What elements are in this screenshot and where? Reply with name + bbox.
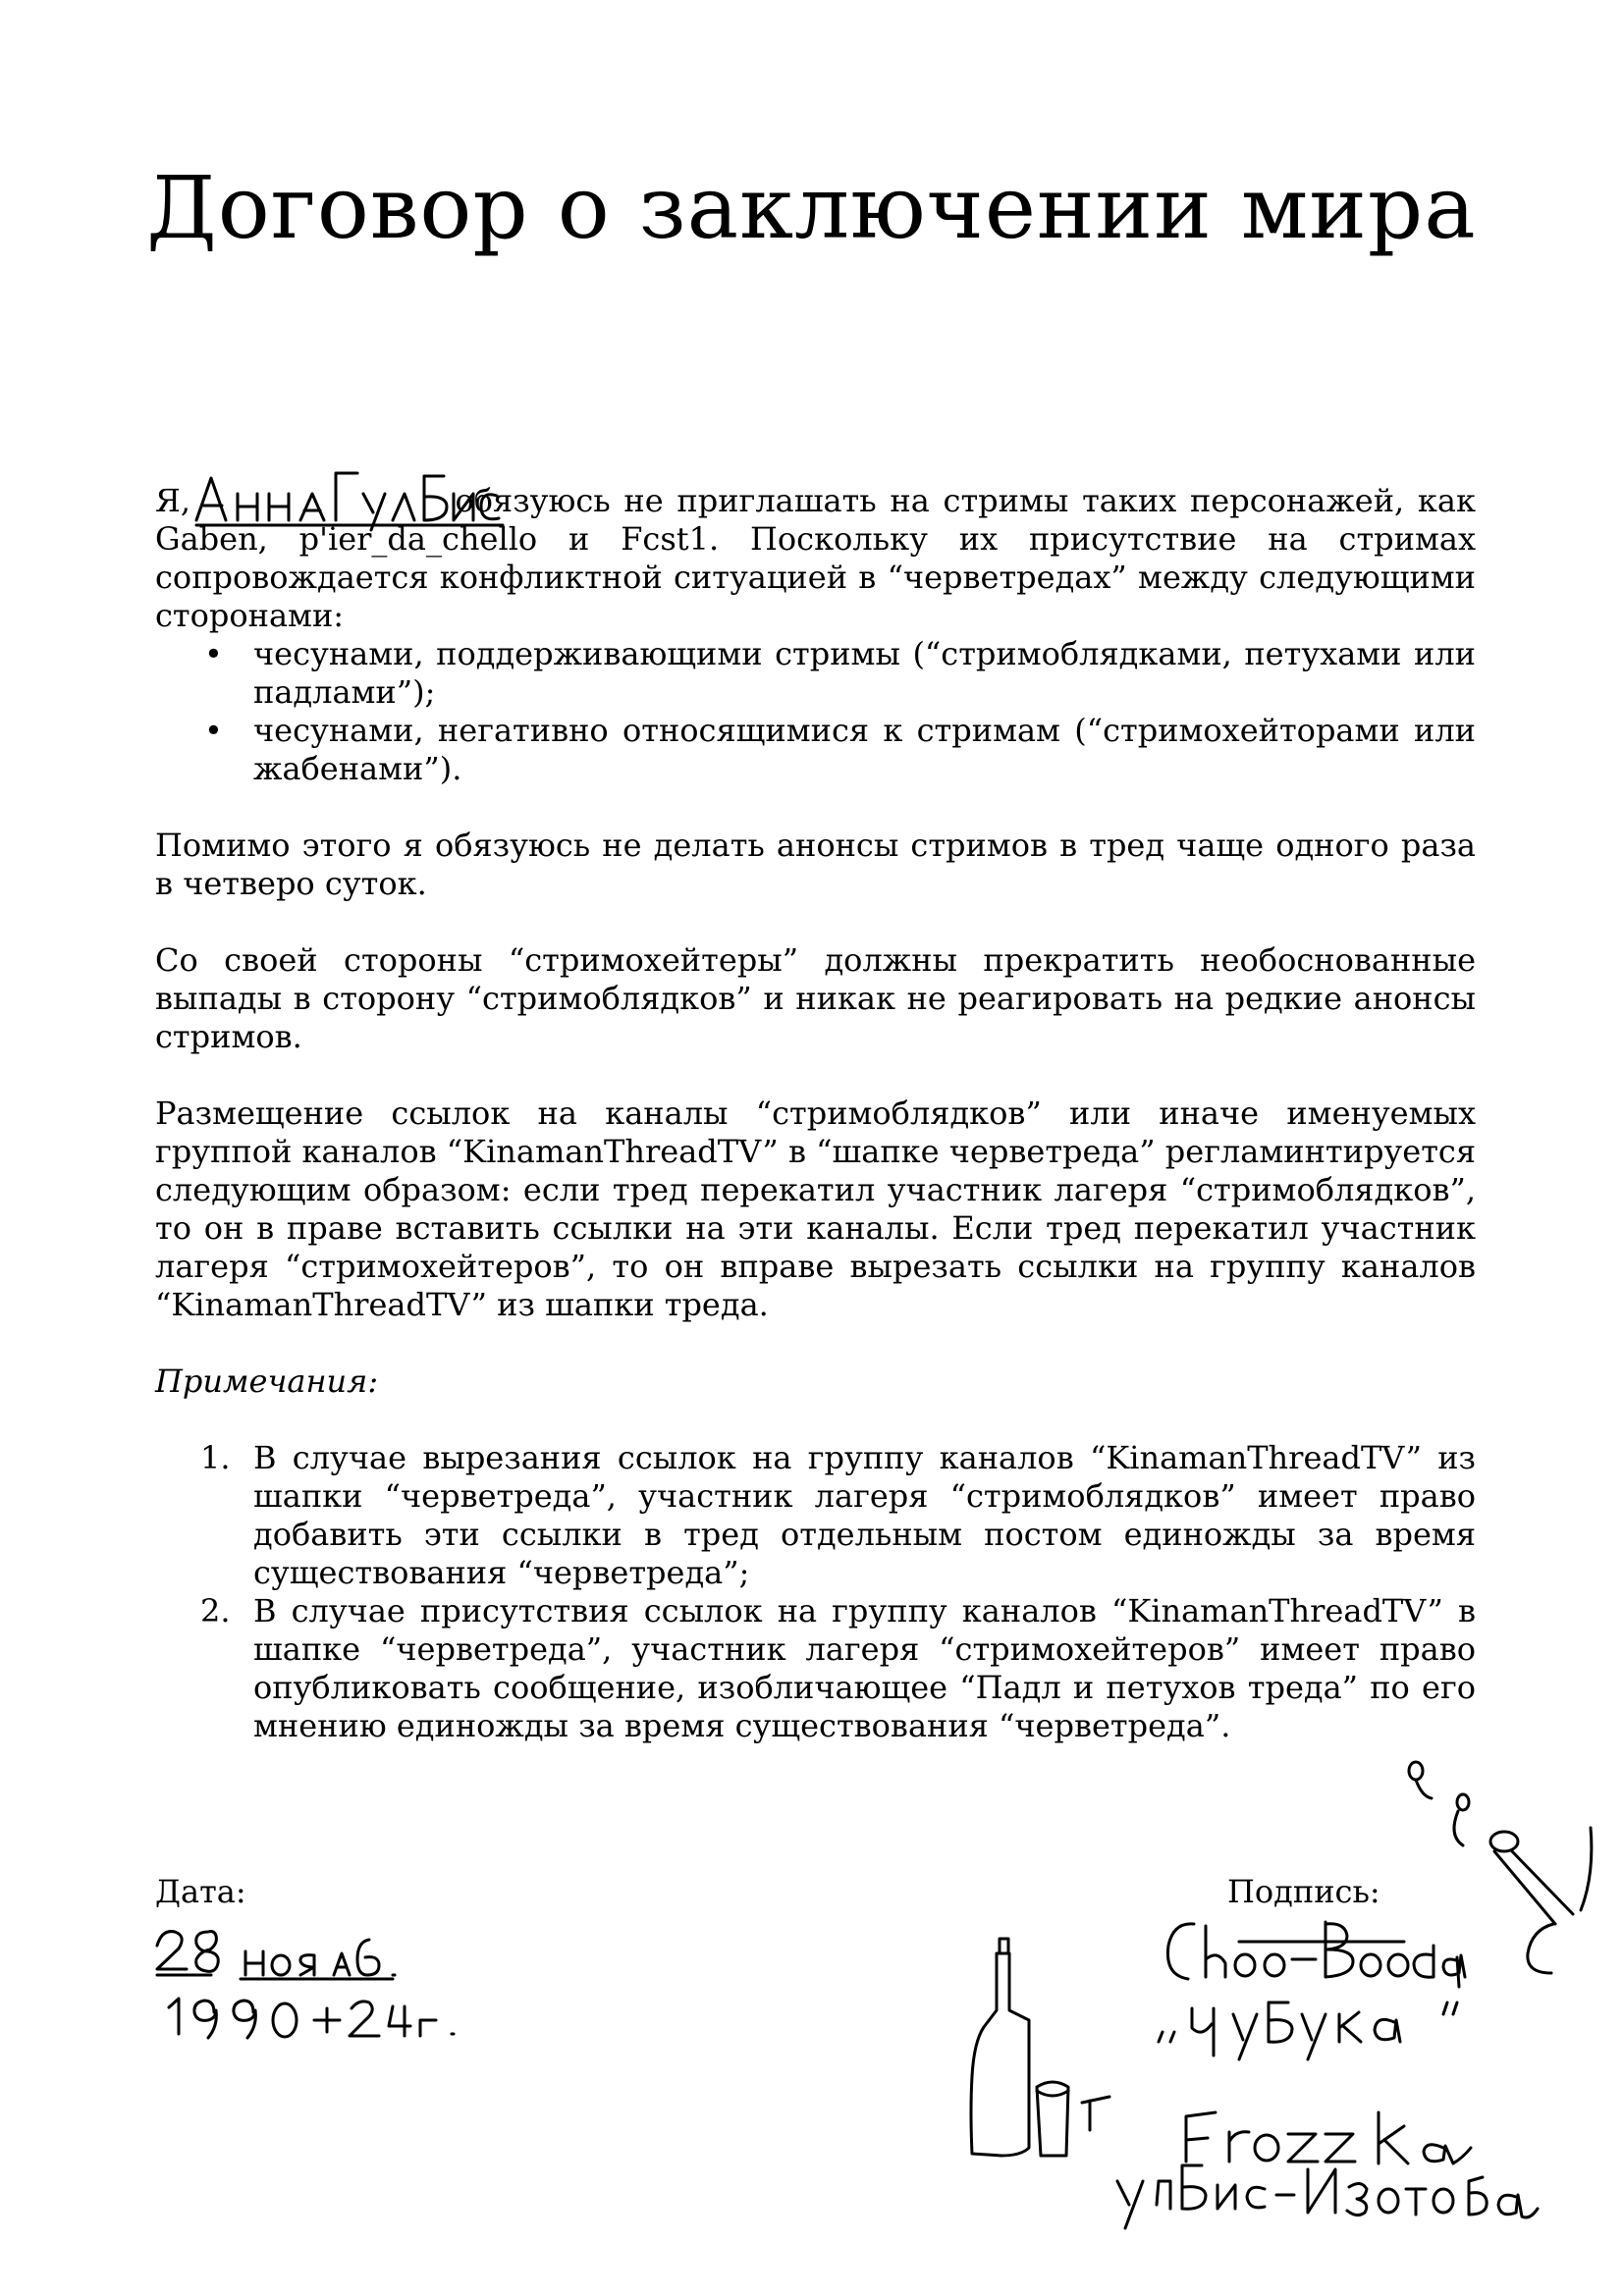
note-text: В случае вырезания ссылок на группу каналов “KinamanThreadTV” из шапки “черветреда”, участник лагеря “стримоблядков” имеет право добавить эти ссылки в тред отдельным постом единожды за время существования “черветреда”; bbox=[253, 1439, 1476, 1591]
page-title: Договор о заключении мира bbox=[146, 157, 1477, 258]
intro-text: обязуюсь не приглашать на стримы таких персонажей, как Gaben, p'ier_da_chello и Fcst1. Поскольку их присутствие на стримах сопровождается конфликтной ситуацией в “черветредах” между следующими сторонами: bbox=[155, 482, 1477, 634]
list-item bbox=[200, 1439, 1476, 1592]
parties-list bbox=[155, 635, 1476, 788]
intro-prefix: Я, bbox=[155, 482, 191, 519]
doodle-drawing bbox=[1409, 1762, 1592, 1973]
intro-paragraph bbox=[155, 482, 1476, 635]
handwritten-name-slot bbox=[204, 482, 442, 511]
signature-label: Подпись: bbox=[1227, 1873, 1380, 1910]
note-number: 1. bbox=[200, 1439, 231, 1476]
paragraph-announcements: Помимо этого я обязуюсь не делать анонсы стримов в тред чаще одного раза в четверо суток. bbox=[155, 827, 1476, 902]
notes-heading: Примечания: bbox=[155, 1362, 379, 1400]
note-text: В случае присутствия ссылок на группу каналов “KinamanThreadTV” в шапке “черветреда”, участник лагеря “стримохейтеров” имеет право опубликовать сообщение, изобличающее “Падл и петухов треда” по его мнению единожды за время существования “черветреда”. bbox=[253, 1592, 1476, 1744]
handwritten-signature bbox=[1082, 1922, 1538, 2228]
paragraph-links: Размещение ссылок на каналы “стримоблядков” или иначе именуемых группой каналов “KinamanThreadTV” в “шапке черветреда” регламинтируется следующим образом: если тред перекатил участник лагеря “стримоблядков”, то он в праве вставить ссылки на эти каналы. Если тред перекатил участник лагеря “стримохейтеров”, то он вправе вырезать ссылки на группу каналов “KinamanThreadTV” из шапки треда. bbox=[155, 1095, 1476, 1323]
date-label: Дата: bbox=[155, 1873, 246, 1910]
document-body bbox=[155, 482, 1476, 1745]
list-item bbox=[200, 1592, 1476, 1745]
list-item: • чесунами, поддерживающими стримы (“стримоблядками, петухами или падлами”); bbox=[253, 635, 1476, 712]
bottle-drawing bbox=[971, 1939, 1068, 2156]
list-item: • чесунами, негативно относящимися к стримам (“стримохейторами или жабенами”). bbox=[253, 712, 1476, 788]
handwritten-date bbox=[157, 1932, 454, 2039]
notes-list bbox=[155, 1439, 1476, 1745]
paragraph-haters: Со своей стороны “стримохейтеры” должны прекратить необоснованные выпады в сторону “стримоблядков” и никак не реагировать на редкие анонсы стримов. bbox=[155, 941, 1476, 1055]
note-number: 2. bbox=[200, 1592, 231, 1629]
